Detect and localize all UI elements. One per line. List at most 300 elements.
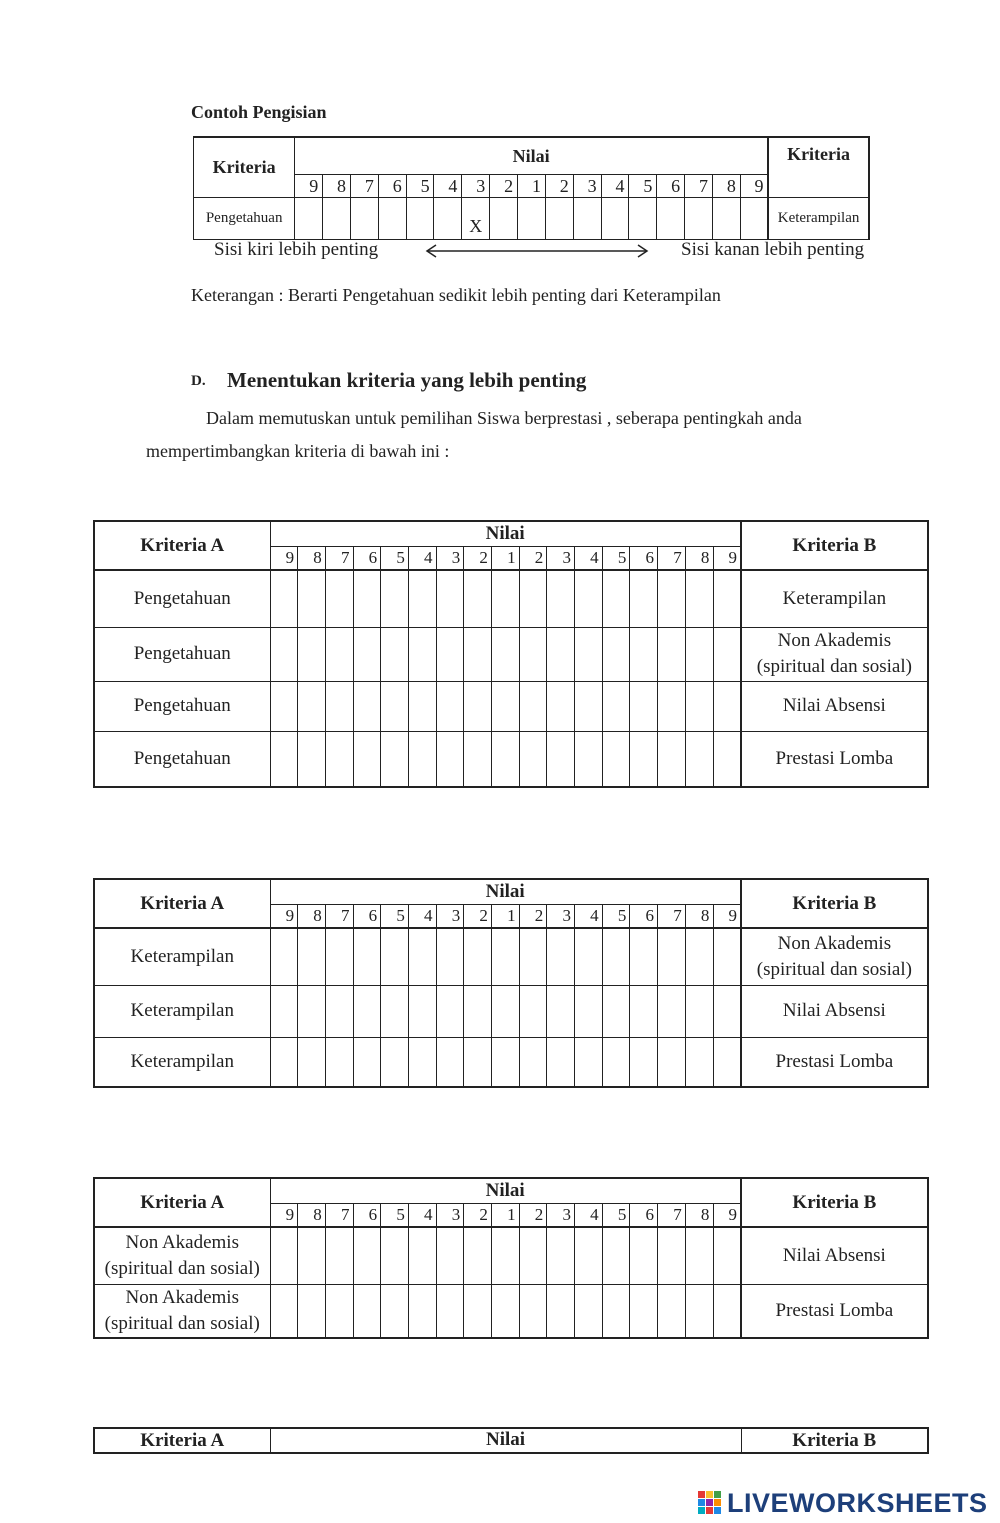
scale-value-11: 3 [547,905,575,929]
rating-cell-11[interactable] [547,627,575,681]
rating-cell-2[interactable] [298,928,326,985]
scale-value-14: 6 [630,905,658,929]
rating-cell-16[interactable] [685,1037,713,1087]
rating-cell-12[interactable] [575,985,603,1037]
example-cell-16 [712,198,740,240]
rating-cell-1[interactable] [270,681,298,731]
rating-cell-17[interactable] [713,681,741,731]
rating-cell-9[interactable] [492,1037,520,1087]
rating-cell-13[interactable] [602,570,630,627]
rating-cell-4[interactable] [353,928,381,985]
rating-cell-8[interactable] [464,1284,492,1338]
table-row [94,731,928,787]
rating-cell-16[interactable] [685,1284,713,1338]
example-cell-14 [657,198,685,240]
rating-cell-4[interactable] [353,681,381,731]
section-paragraph-line2: mempertimbangkan kriteria di bawah ini : [146,441,450,461]
rating-cell-17[interactable] [713,570,741,627]
rating-cell-3[interactable] [325,627,353,681]
rating-cell-14[interactable] [630,681,658,731]
example-cell-17 [740,198,768,240]
kriteria-a-cell [94,1284,270,1338]
rating-cell-15[interactable] [658,570,686,627]
rating-cell-17[interactable] [713,1037,741,1087]
example-scale-3: 7 [350,175,378,198]
rating-cell-10[interactable] [519,1037,547,1087]
section-title: Menentukan kriteria yang lebih penting [227,368,587,392]
rating-cell-5[interactable] [381,681,409,731]
scale-value-13: 5 [602,905,630,929]
rating-cell-2[interactable] [298,731,326,787]
rating-cell-14[interactable] [630,570,658,627]
rating-cell-12[interactable] [575,1227,603,1284]
rating-cell-6[interactable] [408,1227,436,1284]
section-letter: D. [191,373,206,389]
rating-cell-10[interactable] [519,570,547,627]
comparison-table-1 [93,520,929,788]
rating-cell-1[interactable] [270,928,298,985]
kriteria-a-text: Non Akademis [125,1286,239,1308]
example-scale-6: 4 [434,175,462,198]
kriteria-a-cell [94,928,270,985]
example-kriteria-left: Kriteria [194,137,295,198]
rating-cell-1[interactable] [270,731,298,787]
rating-cell-11[interactable] [547,928,575,985]
kriteria-b-text: Prestasi Lomba [775,1050,894,1072]
rating-cell-2[interactable] [298,570,326,627]
rating-cell-5[interactable] [381,985,409,1037]
nilai-header: Nilai [270,1428,741,1453]
rating-cell-11[interactable] [547,731,575,787]
scale-value-5: 5 [381,905,409,929]
rating-cell-15[interactable] [658,1037,686,1087]
table-row [94,627,928,681]
scale-value-13: 5 [602,547,630,571]
right-note: Sisi kanan lebih penting [681,239,865,260]
example-cell-11 [573,198,601,240]
scale-value-17: 9 [713,1204,741,1228]
rating-cell-12[interactable] [575,570,603,627]
rating-cell-13[interactable] [602,1037,630,1087]
rating-cell-9[interactable] [492,985,520,1037]
rating-cell-7[interactable] [436,928,464,985]
scale-value-4: 6 [353,905,381,929]
scale-value-7: 3 [436,905,464,929]
scale-value-7: 3 [436,1204,464,1228]
kriteria-a-text: Pengetahuan [133,643,231,664]
rating-cell-14[interactable] [630,1284,658,1338]
rating-cell-15[interactable] [658,985,686,1037]
rating-cell-2[interactable] [298,627,326,681]
kriteria-a-header: Kriteria A [94,879,270,928]
scale-value-1: 9 [270,905,298,929]
kriteria-a-text: Pengetahuan [133,747,231,769]
kriteria-a-text: Pengetahuan [133,587,231,609]
scale-value-16: 8 [685,1204,713,1228]
kriteria-a-cell [94,570,270,627]
rating-cell-14[interactable] [630,731,658,787]
rating-cell-12[interactable] [575,1284,603,1338]
rating-cell-3[interactable] [325,1037,353,1087]
rating-cell-1[interactable] [270,1227,298,1284]
example-cell-7: X [462,198,490,240]
liveworksheets-logo [698,1488,988,1518]
comparison-table-3 [93,1177,929,1339]
kriteria-a-cell [94,627,270,681]
rating-cell-12[interactable] [575,731,603,787]
rating-cell-12[interactable] [575,627,603,681]
rating-cell-10[interactable] [519,681,547,731]
kriteria-a-header: Kriteria A [94,521,270,570]
kriteria-b-cell [741,1037,928,1087]
left-note: Sisi kiri lebih penting [214,239,379,260]
scale-value-6: 4 [408,1204,436,1228]
scale-value-10: 2 [519,547,547,571]
scale-value-16: 8 [685,905,713,929]
kriteria-a-header: Kriteria A [94,1178,270,1227]
scale-value-16: 8 [685,547,713,571]
rating-cell-4[interactable] [353,627,381,681]
rating-cell-11[interactable] [547,1284,575,1338]
rating-cell-7[interactable] [436,570,464,627]
comparison-table-4-header [93,1427,929,1454]
rating-cell-14[interactable] [630,928,658,985]
scale-value-5: 5 [381,547,409,571]
kriteria-a-cell [94,731,270,787]
rating-cell-1[interactable] [270,627,298,681]
scale-value-7: 3 [436,547,464,571]
example-cell-15 [685,198,713,240]
scale-value-3: 7 [325,905,353,929]
rating-cell-10[interactable] [519,1284,547,1338]
rating-cell-7[interactable] [436,1037,464,1087]
rating-cell-14[interactable] [630,985,658,1037]
rating-cell-6[interactable] [408,928,436,985]
rating-cell-13[interactable] [602,1227,630,1284]
table-row [94,570,928,627]
rating-cell-16[interactable] [685,681,713,731]
rating-cell-17[interactable] [713,985,741,1037]
scale-value-4: 6 [353,547,381,571]
example-scale-9: 1 [518,175,546,198]
example-cell-2 [323,198,351,240]
kriteria-b-cell [741,681,928,731]
example-cell-10 [545,198,573,240]
kriteria-b-text: Non Akademis [777,630,892,651]
rating-cell-5[interactable] [381,1227,409,1284]
rating-cell-10[interactable] [519,985,547,1037]
example-scale-7: 3 [462,175,490,198]
kriteria-a-text: Keterampilan [130,1050,234,1072]
rating-cell-3[interactable] [325,985,353,1037]
kriteria-b-text: Nilai Absensi [782,1244,886,1266]
rating-cell-2[interactable] [298,1284,326,1338]
rating-cell-13[interactable] [602,731,630,787]
rating-cell-13[interactable] [602,627,630,681]
rating-cell-14[interactable] [630,1037,658,1087]
example-scale-2: 8 [323,175,351,198]
example-cell-5 [406,198,434,240]
rating-cell-3[interactable] [325,1227,353,1284]
rating-cell-6[interactable] [408,1037,436,1087]
rating-cell-11[interactable] [547,570,575,627]
example-table [193,136,870,240]
rating-cell-1[interactable] [270,985,298,1037]
table-row [94,1284,928,1338]
example-nilai-header: Nilai [295,137,768,175]
rating-cell-15[interactable] [658,731,686,787]
rating-cell-15[interactable] [658,681,686,731]
rating-cell-7[interactable] [436,1227,464,1284]
scale-value-3: 7 [325,1204,353,1228]
rating-cell-6[interactable] [408,681,436,731]
kriteria-a-text: Non Akademis [125,1231,239,1253]
rating-cell-10[interactable] [519,1227,547,1284]
kriteria-b-cell [741,731,928,787]
scale-value-2: 8 [298,547,326,571]
rating-cell-1[interactable] [270,1284,298,1338]
rating-cell-8[interactable] [464,928,492,985]
double-arrow-icon [424,243,650,259]
rating-cell-13[interactable] [602,1284,630,1338]
rating-cell-10[interactable] [519,928,547,985]
example-cell-4 [378,198,406,240]
scale-value-6: 4 [408,905,436,929]
rating-cell-15[interactable] [658,627,686,681]
rating-cell-9[interactable] [492,731,520,787]
rating-cell-11[interactable] [547,985,575,1037]
rating-cell-5[interactable] [381,627,409,681]
scale-value-3: 7 [325,547,353,571]
scale-value-12: 4 [575,905,603,929]
rating-cell-4[interactable] [353,731,381,787]
scale-value-9: 1 [492,1204,520,1228]
example-scale-5: 5 [406,175,434,198]
kriteria-b-text: (spiritual dan sosial) [756,656,912,677]
rating-cell-16[interactable] [685,731,713,787]
rating-cell-6[interactable] [408,985,436,1037]
scale-value-8: 2 [464,1204,492,1228]
example-row-left: Pengetahuan [194,198,295,240]
rating-cell-7[interactable] [436,627,464,681]
rating-cell-9[interactable] [492,1227,520,1284]
rating-cell-12[interactable] [575,1037,603,1087]
scale-value-9: 1 [492,547,520,571]
rating-cell-5[interactable] [381,1037,409,1087]
kriteria-b-text: Prestasi Lomba [775,747,894,769]
example-scale-12: 4 [601,175,629,198]
rating-cell-16[interactable] [685,1227,713,1284]
rating-cell-17[interactable] [713,1284,741,1338]
scale-value-4: 6 [353,1204,381,1228]
rating-cell-8[interactable] [464,627,492,681]
rating-cell-15[interactable] [658,1284,686,1338]
rating-cell-5[interactable] [381,1284,409,1338]
kriteria-b-header: Kriteria B [741,521,928,570]
example-kriteria-right: Kriteria [768,137,869,198]
rating-cell-4[interactable] [353,1227,381,1284]
rating-cell-16[interactable] [685,985,713,1037]
rating-cell-2[interactable] [298,1037,326,1087]
kriteria-b-cell [741,928,928,985]
liveworksheets-logo-icon [698,1491,722,1515]
kriteria-b-text: Keterampilan [782,587,887,609]
rating-cell-8[interactable] [464,1227,492,1284]
rating-cell-8[interactable] [464,681,492,731]
kriteria-b-text: Prestasi Lomba [775,1299,894,1321]
scale-value-14: 6 [630,1204,658,1228]
rating-cell-8[interactable] [464,570,492,627]
rating-cell-7[interactable] [436,731,464,787]
example-scale-15: 7 [685,175,713,198]
rating-cell-6[interactable] [408,1284,436,1338]
example-cell-3 [350,198,378,240]
table-row [94,1037,928,1087]
rating-cell-16[interactable] [685,928,713,985]
rating-cell-17[interactable] [713,731,741,787]
rating-cell-17[interactable] [713,1227,741,1284]
example-scale-1: 9 [295,175,323,198]
kriteria-b-cell [741,1227,928,1284]
rating-cell-11[interactable] [547,681,575,731]
table-row [94,681,928,731]
example-cell-8 [490,198,518,240]
rating-cell-9[interactable] [492,627,520,681]
scale-value-14: 6 [630,547,658,571]
example-scale-11: 3 [573,175,601,198]
rating-cell-2[interactable] [298,1227,326,1284]
rating-cell-7[interactable] [436,985,464,1037]
rating-cell-6[interactable] [408,731,436,787]
scale-value-5: 5 [381,1204,409,1228]
scale-value-12: 4 [575,547,603,571]
example-scale-17: 9 [740,175,768,198]
kriteria-a-text: (spiritual dan sosial) [104,1312,260,1334]
scale-value-15: 7 [658,1204,686,1228]
rating-cell-14[interactable] [630,627,658,681]
scale-value-11: 3 [547,1204,575,1228]
rating-cell-3[interactable] [325,928,353,985]
rating-cell-3[interactable] [325,1284,353,1338]
rating-cell-7[interactable] [436,1284,464,1338]
kriteria-b-header: Kriteria B [741,1178,928,1227]
rating-cell-15[interactable] [658,1227,686,1284]
kriteria-a-text: Keterampilan [130,1000,234,1021]
rating-cell-5[interactable] [381,928,409,985]
kriteria-b-text: Nilai Absensi [782,695,886,716]
rating-cell-2[interactable] [298,985,326,1037]
rating-cell-10[interactable] [519,731,547,787]
rating-cell-16[interactable] [685,627,713,681]
rating-cell-6[interactable] [408,570,436,627]
rating-cell-11[interactable] [547,1227,575,1284]
example-scale-10: 2 [545,175,573,198]
rating-cell-8[interactable] [464,1037,492,1087]
kriteria-b-text: (spiritual dan sosial) [756,958,912,980]
table-row [94,928,928,985]
kriteria-b-text: Nilai Absensi [782,1000,886,1021]
rating-cell-15[interactable] [658,928,686,985]
rating-cell-2[interactable] [298,681,326,731]
rating-cell-6[interactable] [408,627,436,681]
rating-cell-5[interactable] [381,570,409,627]
rating-cell-14[interactable] [630,1227,658,1284]
scale-value-9: 1 [492,905,520,929]
rating-cell-10[interactable] [519,627,547,681]
example-scale-16: 8 [712,175,740,198]
rating-cell-12[interactable] [575,681,603,731]
rating-cell-9[interactable] [492,681,520,731]
rating-cell-3[interactable] [325,731,353,787]
rating-cell-9[interactable] [492,1284,520,1338]
scale-value-2: 8 [298,905,326,929]
rating-cell-13[interactable] [602,985,630,1037]
kriteria-b-cell [741,570,928,627]
rating-cell-13[interactable] [602,928,630,985]
rating-cell-9[interactable] [492,570,520,627]
rating-cell-12[interactable] [575,928,603,985]
example-scale-8: 2 [490,175,518,198]
example-cell-9 [518,198,546,240]
scale-value-10: 2 [519,1204,547,1228]
rating-cell-17[interactable] [713,627,741,681]
rating-cell-4[interactable] [353,1037,381,1087]
rating-cell-8[interactable] [464,731,492,787]
nilai-header: Nilai [270,879,741,905]
rating-cell-9[interactable] [492,928,520,985]
scale-value-17: 9 [713,547,741,571]
kriteria-a-cell [94,681,270,731]
example-cell-1 [295,198,323,240]
scale-value-15: 7 [658,547,686,571]
example-scale-4: 6 [378,175,406,198]
rating-cell-4[interactable] [353,1284,381,1338]
rating-cell-8[interactable] [464,985,492,1037]
example-scale-14: 6 [657,175,685,198]
rating-cell-3[interactable] [325,681,353,731]
scale-value-2: 8 [298,1204,326,1228]
rating-cell-16[interactable] [685,570,713,627]
example-cell-12 [601,198,629,240]
rating-cell-4[interactable] [353,570,381,627]
kriteria-b-text: Non Akademis [777,932,892,954]
kriteria-a-header: Kriteria A [94,1428,270,1453]
liveworksheets-logo-text: LIVEWORKSHEETS [727,1487,988,1518]
rating-cell-1[interactable] [270,1037,298,1087]
nilai-header: Nilai [270,1178,741,1204]
rating-cell-13[interactable] [602,681,630,731]
scale-value-15: 7 [658,905,686,929]
kriteria-a-cell [94,1037,270,1087]
rating-cell-5[interactable] [381,731,409,787]
rating-cell-7[interactable] [436,681,464,731]
rating-cell-4[interactable] [353,985,381,1037]
rating-cell-17[interactable] [713,928,741,985]
kriteria-a-text: Pengetahuan [133,695,231,716]
kriteria-b-cell [741,985,928,1037]
kriteria-b-cell [741,1284,928,1338]
kriteria-b-cell [741,627,928,681]
rating-cell-1[interactable] [270,570,298,627]
rating-cell-11[interactable] [547,1037,575,1087]
scale-value-11: 3 [547,547,575,571]
kriteria-a-cell [94,985,270,1037]
scale-value-8: 2 [464,905,492,929]
scale-value-1: 9 [270,547,298,571]
example-row-right: Keterampilan [768,198,869,240]
scale-value-8: 2 [464,547,492,571]
rating-cell-3[interactable] [325,570,353,627]
